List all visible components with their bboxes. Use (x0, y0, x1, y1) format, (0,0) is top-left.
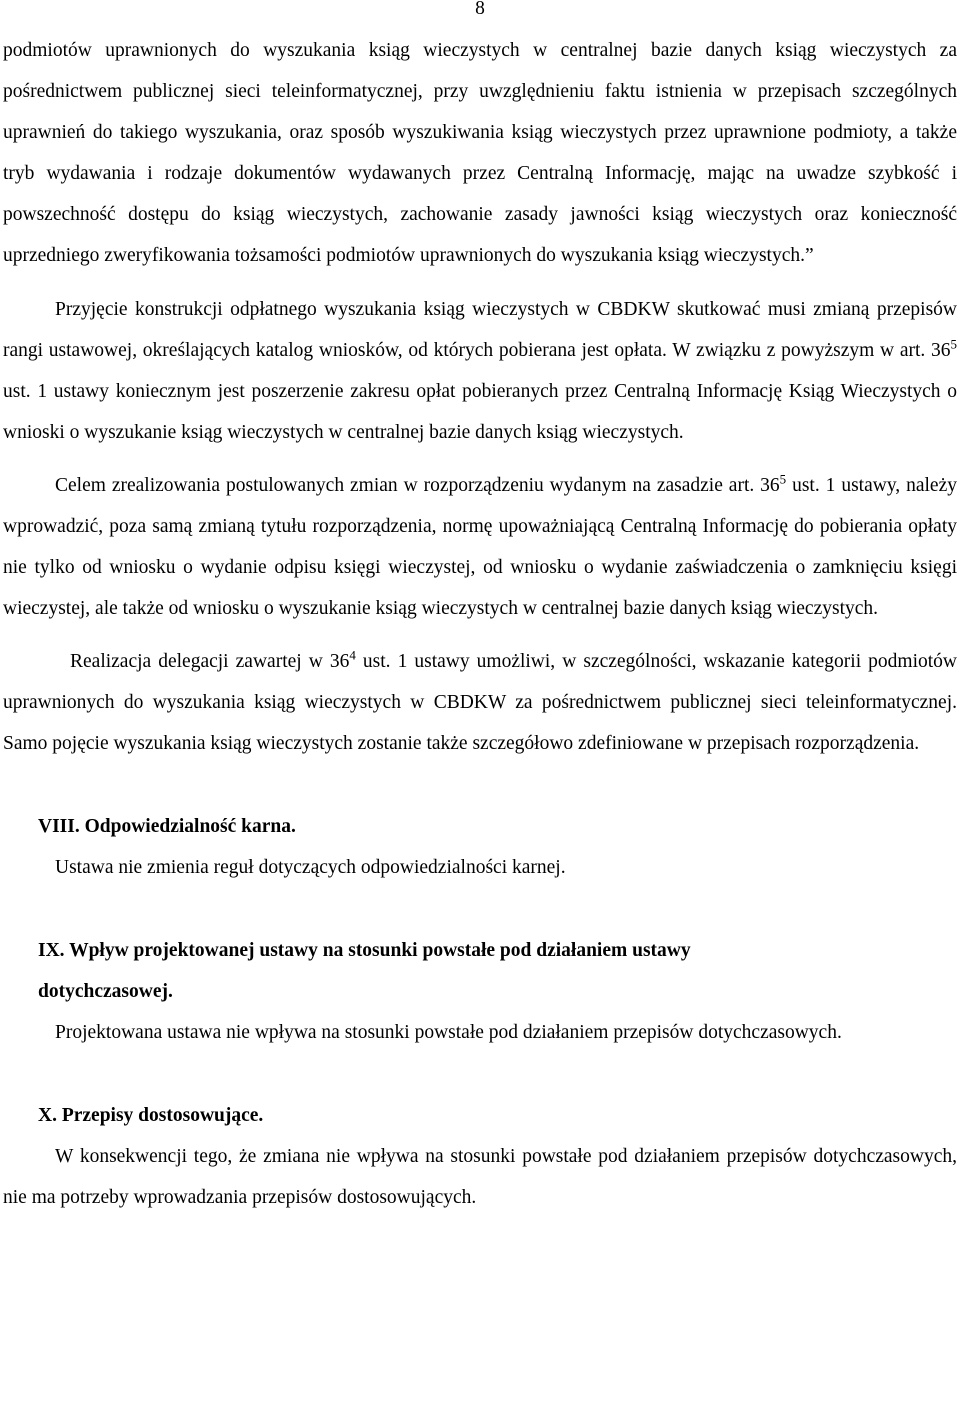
page-number: 8 (475, 0, 485, 19)
section-heading-x: X. Przepisy dostosowujące. (38, 1105, 264, 1126)
paragraph-text: ust. 1 ustawy umożliwi, w szczególności, wskazanie kategorii podmiotów uprawnionych do wyszukania ksiąg wieczystych w CBDKW za pośrednictwem publicznej sieci teleinformatycznej. Samo pojęcie wyszukania ksiąg wieczystych zostanie także szczegółowo zdefiniowane w przepisach rozporządzenia. (3, 651, 957, 754)
paragraph-text: ust. 1 ustawy, należy wprowadzić, poza samą zmianą tytułu rozporządzenia, normę upoważniającą Centralną Informację do pobierania opłaty nie tylko od wniosku o wydanie odpisu księgi wieczystej, od wniosku o wydanie zaświadczenia o zamknięciu księgi wieczystej, ale także od wniosku o wyszukanie ksiąg wieczystych w centralnej bazie danych ksiąg wieczystych. (3, 475, 957, 619)
section-text-ix: Projektowana ustawa nie wpływa na stosunki powstałe pod działaniem przepisów dotychczasowych. (55, 1022, 842, 1043)
superscript: 4 (349, 647, 356, 663)
section-heading-ix-line2: dotychczasowej. (38, 981, 173, 1002)
paragraph-text: ust. 1 ustawy koniecznym jest poszerzenie zakresu opłat pobieranych przez Centralną Informację Ksiąg Wieczystych o wnioski o wyszukanie ksiąg wieczystych w centralnej bazie danych ksiąg wieczystych. (3, 381, 957, 443)
section-heading-ix (3, 930, 957, 1012)
paragraph-delegation (3, 641, 957, 764)
paragraph-text: Przyjęcie konstrukcji odpłatnego wyszukania ksiąg wieczystych w CBDKW skutkować musi zmianą przepisów rangi ustawowej, określających katalog wniosków, od których pobierana jest opłata. W związku z powyższym w art. 36 (3, 299, 957, 361)
paragraph-text: Celem zrealizowania postulowanych zmian w rozporządzeniu wydanym na zasadzie art. 36 (55, 475, 780, 496)
paragraph-text: Realizacja delegacji zawartej w 36 (70, 651, 350, 672)
section-text-viii: Ustawa nie zmienia reguł dotyczących odpowiedzialności karnej. (55, 857, 566, 878)
section-text-x: W konsekwencji tego, że zmiana nie wpływa na stosunki powstałe pod działaniem przepisów dotychczasowych, nie ma potrzeby wprowadzania przepisów dostosowujących. (3, 1146, 957, 1208)
section-heading-viii: VIII. Odpowiedzialność karna. (38, 816, 296, 837)
paragraph-regulation-changes (3, 465, 957, 629)
paragraph-paid-search (3, 289, 957, 453)
section-heading-ix-line1: IX. Wpływ projektowanej ustawy na stosunki powstałe pod działaniem ustawy (38, 940, 691, 961)
superscript: 5 (779, 471, 787, 487)
document-body (3, 30, 957, 1218)
paragraph-regulation-quote: podmiotów uprawnionych do wyszukania ksiąg wieczystych w centralnej bazie danych ksiąg wieczystych za pośrednictwem publicznej sieci teleinformatycznej, przy uwzględnieniu faktu istnienia w przepisach szczególnych uprawnień do takiego wyszukania, oraz sposób wyszukiwania ksiąg wieczystych przez uprawnione podmioty, a także tryb wydawania i rodzaje dokumentów wydawanych przez Centralną Informację, mając na uwadze szybkość i powszechność dostępu do ksiąg wieczystych, zachowanie zasady jawności ksiąg wieczystych oraz konieczność uprzedniego zweryfikowania tożsamości podmiotów uprawnionych do wyszukania ksiąg wieczystych.” (3, 40, 957, 266)
superscript: 5 (950, 336, 957, 352)
